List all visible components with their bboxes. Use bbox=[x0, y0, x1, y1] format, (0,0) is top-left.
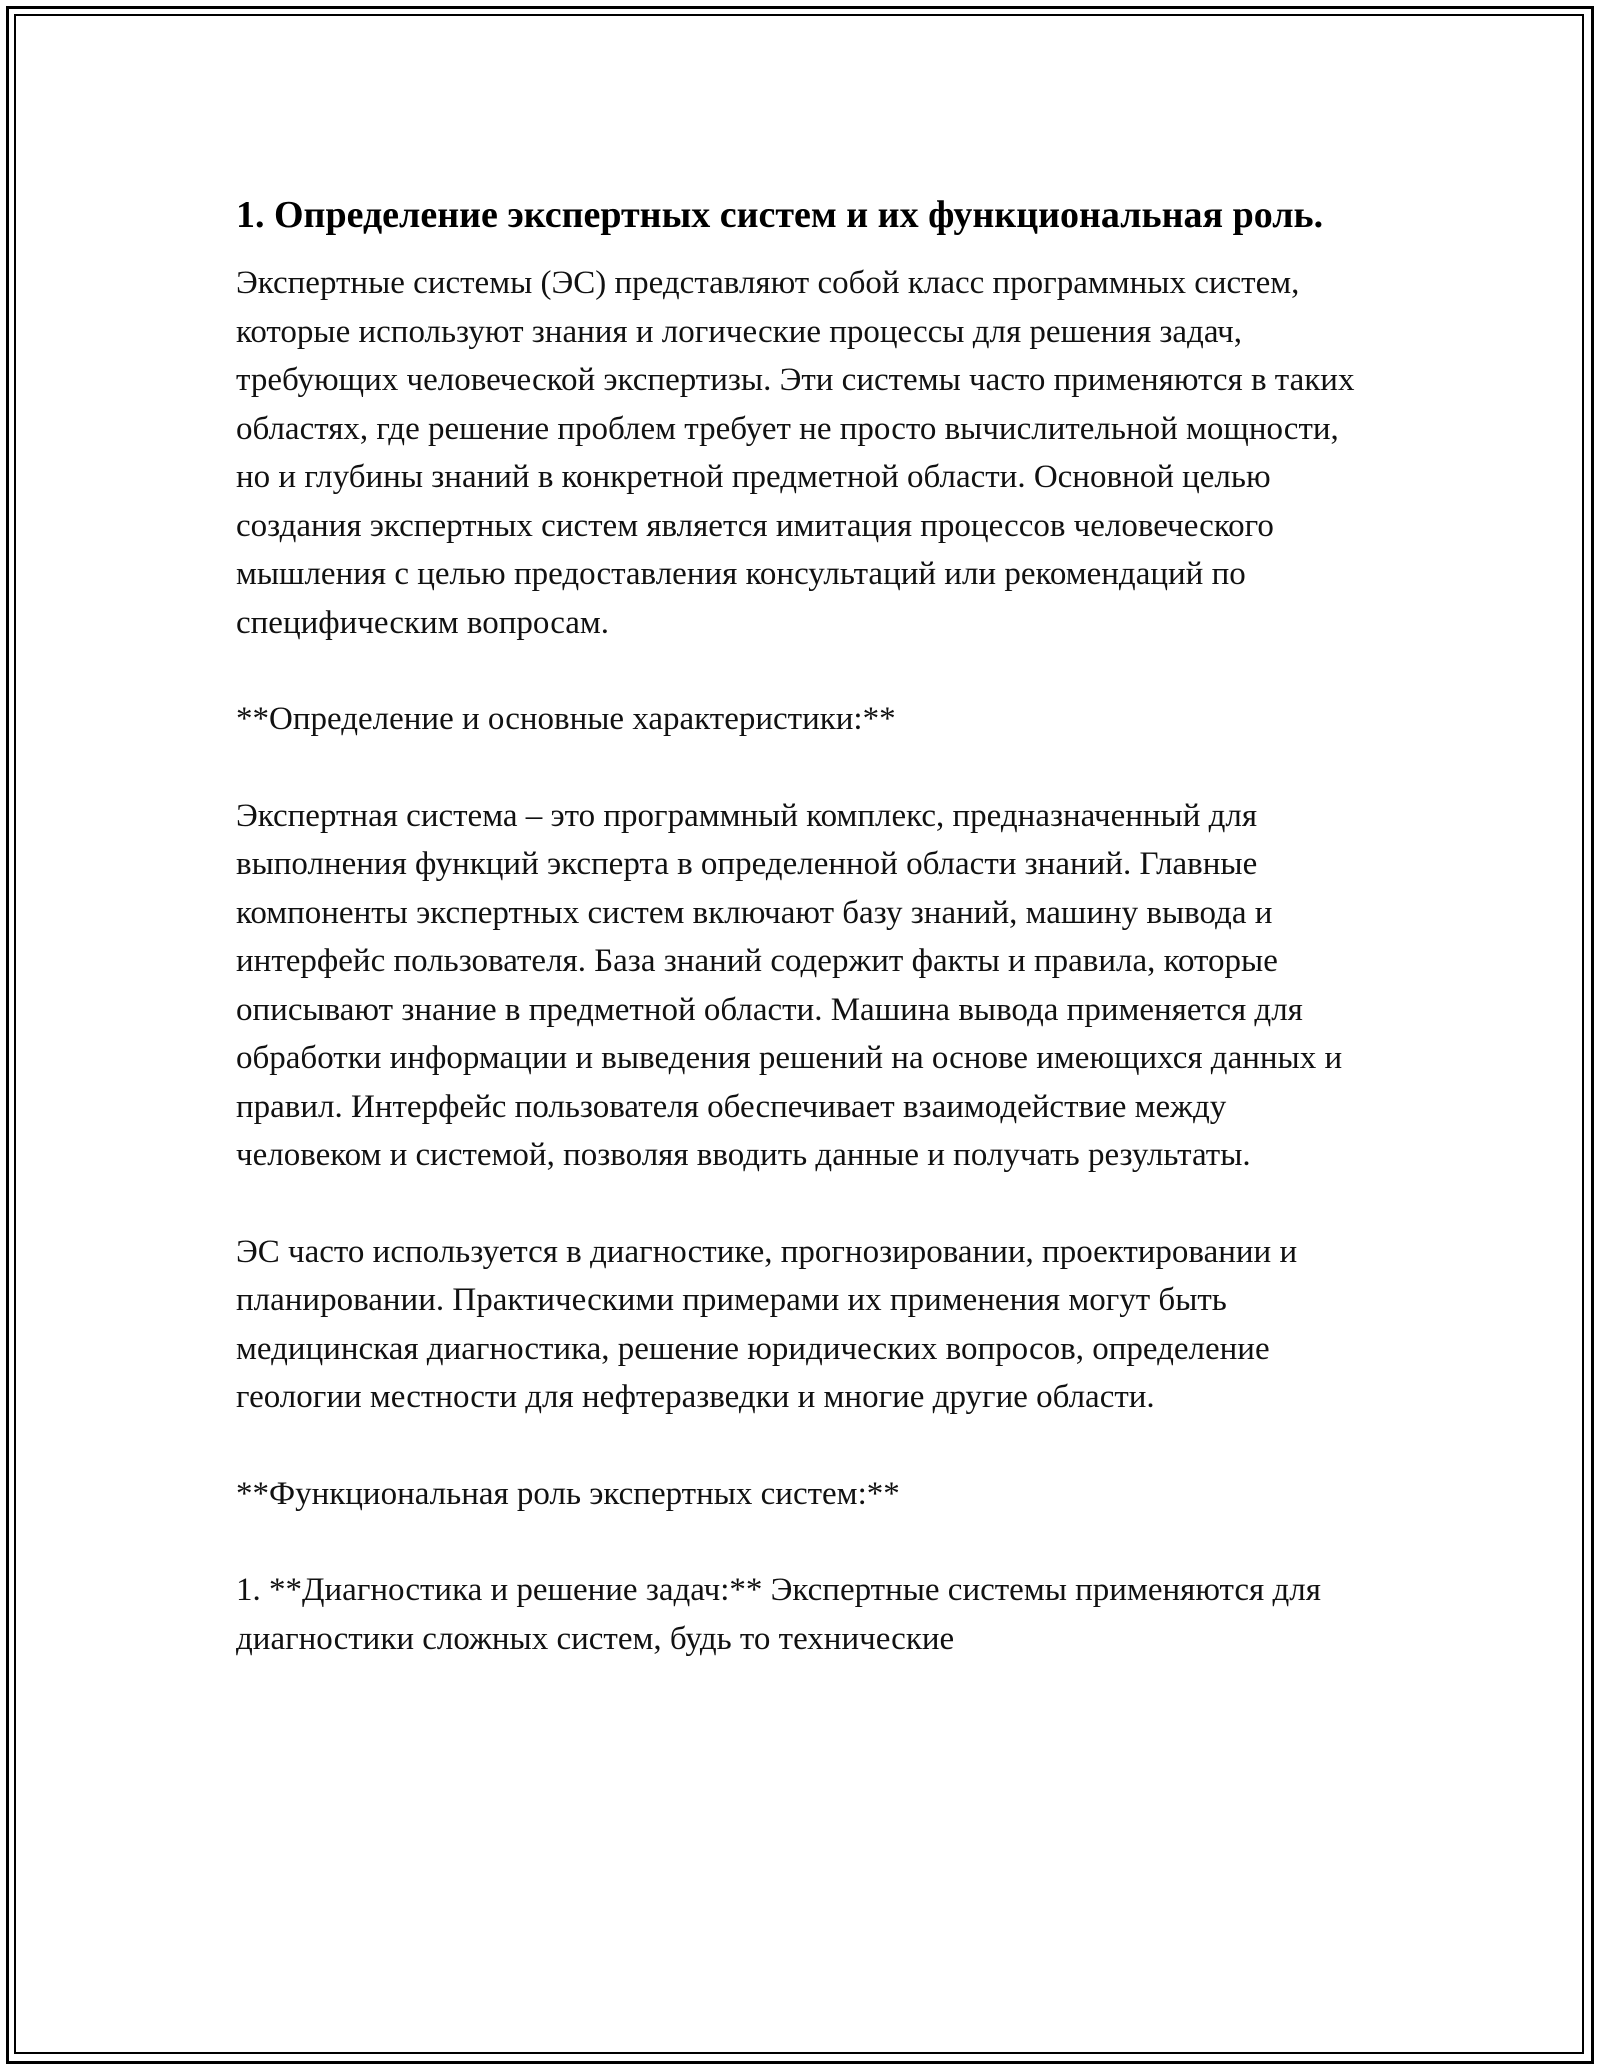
document-page bbox=[236, 186, 1376, 1663]
section-heading: 1. Определение экспертных систем и их функциональная роль. bbox=[236, 194, 1324, 236]
paragraph-subheading-role: **Функциональная роль экспертных систем:** bbox=[236, 1475, 900, 1512]
paragraph-definition: Экспертная система – это программный комплекс, предназначенный для выполнения функций эксперта в определенной области знаний. Главные компоненты экспертных систем включают базу знаний, машину вывода и интерфейс пользователя. База знаний содержит факты и правила, которые описывают знание в предметной области. Машина вывода применяется для обработки информации и выведения решений на основе имеющихся данных и правил. Интерфейс пользователя обеспечивает взаимодействие между человеком и системой, позволяя вводить данные и получать результаты. bbox=[236, 797, 1343, 1173]
paragraph-list-item-1: 1. **Диагностика и решение задач:** Экспертные системы применяются для диагностики сложных систем, будь то технические bbox=[236, 1572, 1321, 1657]
paragraph-intro: Экспертные системы (ЭС) представляют собой класс программных систем, которые используют знания и логические процессы для решения задач, требующих человеческой экспертизы. Эти системы часто применяются в таких областях, где решение проблем требует не просто вычислительной мощности, но и глубины знаний в конкретной предметной области. Основной целью создания экспертных систем является имитация процессов человеческого мышления с целью предоставления консультаций или рекомендаций по специфическим вопросам. bbox=[236, 265, 1355, 641]
paragraph-applications: ЭС часто используется в диагностике, прогнозировании, проектировании и планировании. Практическими примерами их применения могут быть медицинская диагностика, решение юридических вопросов, определение геологии местности для нефтеразведки и многие другие области. bbox=[236, 1233, 1298, 1415]
paragraph-subheading-definition: **Определение и основные характеристики:** bbox=[236, 701, 896, 737]
